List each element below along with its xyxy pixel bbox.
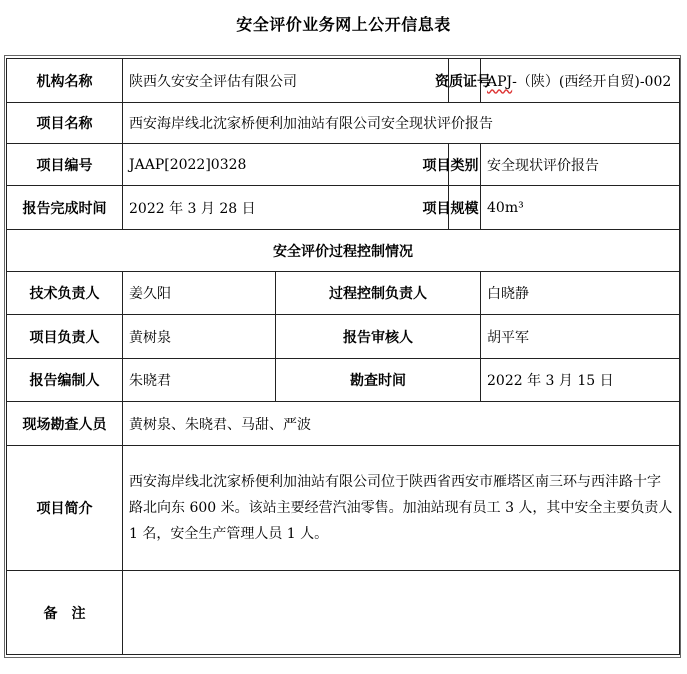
table-row xyxy=(7,446,680,571)
cert-label-cell xyxy=(435,59,492,103)
project-lead: 黄树泉 xyxy=(123,315,276,359)
remarks xyxy=(123,571,680,655)
project-name: 西安海岸线北沈家桥便利加油站有限公司安全现状评价报告 xyxy=(123,103,680,144)
project-no: JAAP[2022]0328 xyxy=(123,144,449,186)
cert-prefix: APJ xyxy=(487,73,513,90)
writer: 朱晓君 xyxy=(123,359,276,402)
table-row xyxy=(7,230,680,272)
section-title: 安全评价过程控制情况 xyxy=(7,230,680,272)
project-type: 安全现状评价报告 xyxy=(481,144,680,186)
table-row xyxy=(7,315,680,359)
table-row xyxy=(7,272,680,315)
writer-label: 报告编制人 xyxy=(7,359,123,402)
table-row xyxy=(7,186,680,230)
remarks-label: 备 注 xyxy=(7,571,123,655)
org-name-label: 机构名称 xyxy=(7,59,123,103)
tech-lead-label: 技术负责人 xyxy=(7,272,123,315)
reviewer: 胡平军 xyxy=(481,315,680,359)
table-row xyxy=(7,402,680,446)
project-scale-label: 项目规模 xyxy=(422,200,479,217)
report-date-label: 报告完成时间 xyxy=(7,186,123,230)
intro: 西安海岸线北沈家桥便利加油站有限公司位于陕西省西安市雁塔区南三环与西沣路十字路北向东 600 米。该站主要经营汽油零售。加油站现有员工 3 人，其中安全主要负责人 1 名，安全生产管理人员 1 人。 xyxy=(123,446,680,571)
table-row xyxy=(7,144,680,186)
reviewer-label: 报告审核人 xyxy=(276,315,481,359)
table-row xyxy=(7,571,680,655)
report-date: 2022 年 3 月 28 日 xyxy=(123,186,449,230)
site-staff: 黄树泉、朱晓君、马甜、严波 xyxy=(123,402,680,446)
project-no-label: 项目编号 xyxy=(7,144,123,186)
page-title: 安全评价业务网上公开信息表 xyxy=(236,15,451,34)
project-name-label: 项目名称 xyxy=(7,103,123,144)
survey-date: 2022 年 3 月 15 日 xyxy=(481,359,680,402)
tech-lead: 姜久阳 xyxy=(123,272,276,315)
table-row xyxy=(7,359,680,402)
process-lead: 白晓静 xyxy=(481,272,680,315)
cert-label: 资质证号 xyxy=(435,73,492,90)
intro-label: 项目简介 xyxy=(7,446,123,571)
project-scale-label-cell xyxy=(422,186,481,230)
org-name: 陕西久安安全评估有限公司 xyxy=(123,59,449,103)
project-type-label: 项目类别 xyxy=(422,157,479,174)
cert-rest: -（陕）(西经开自贸)-002 xyxy=(512,73,672,90)
site-staff-label: 现场勘查人员 xyxy=(7,402,123,446)
project-type-label-cell xyxy=(422,144,481,186)
cert-number xyxy=(481,59,680,103)
project-lead-label: 项目负责人 xyxy=(7,315,123,359)
info-table xyxy=(6,58,680,655)
table-row xyxy=(7,103,680,144)
process-lead-label: 过程控制负责人 xyxy=(276,272,481,315)
project-scale: 40m³ xyxy=(481,186,680,230)
survey-date-label: 勘查时间 xyxy=(276,359,481,402)
table-row xyxy=(7,59,680,103)
